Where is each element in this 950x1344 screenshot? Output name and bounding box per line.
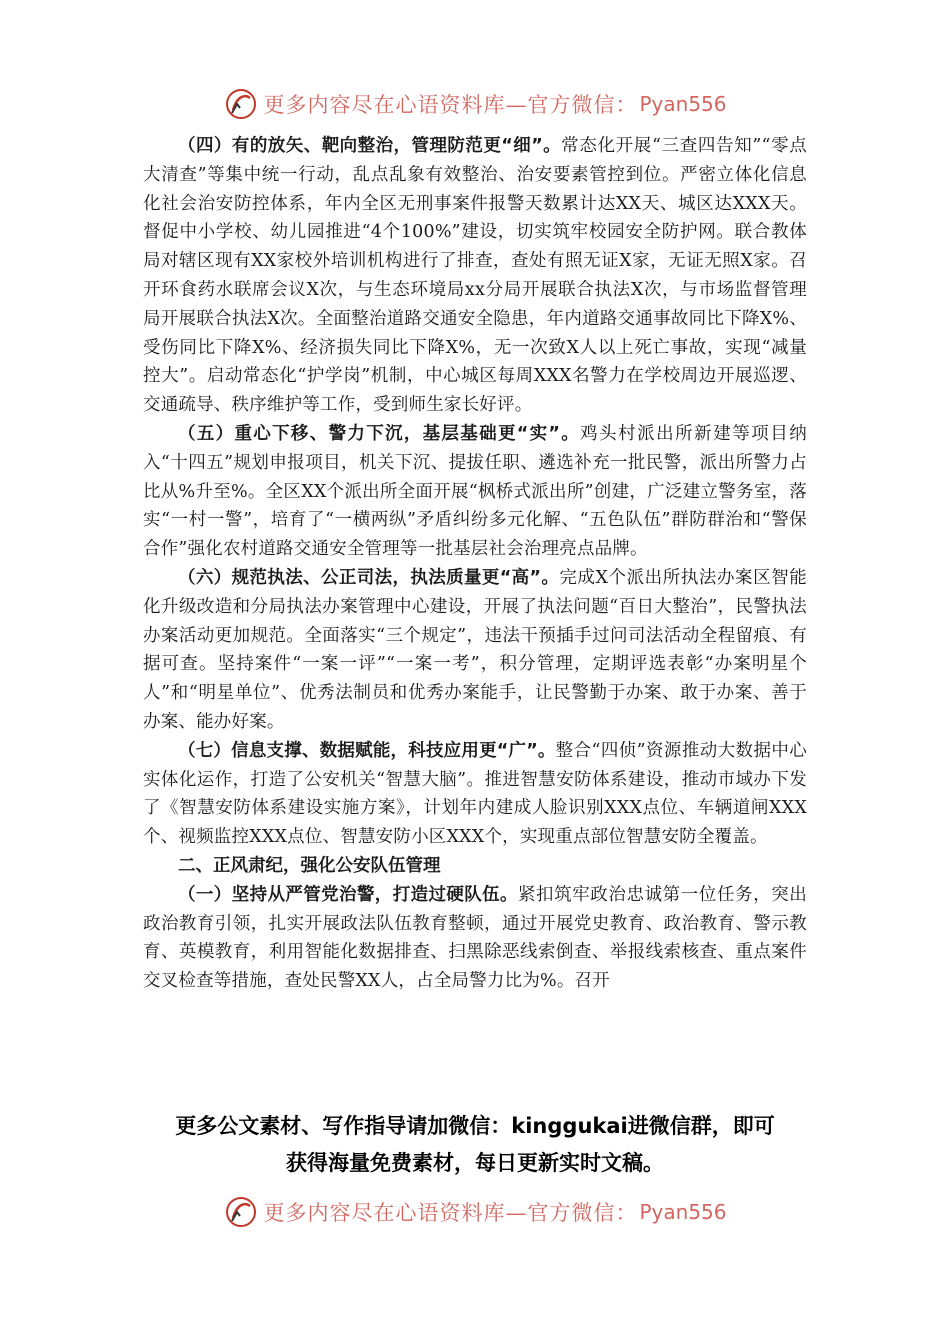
paragraph-section2-1 xyxy=(143,881,807,996)
logo-icon xyxy=(223,1194,259,1230)
paragraph-body: 完成X个派出所执法办案区智能化升级改造和分局执法办案管理中心建设，开展了执法问题“百日大整治”，民警执法办案活动更加规范。全面落实“三个规定”，违法干预插手过问司法活动全程留痕、有据可查。坚持案件“一案一评”“一案一考”，积分管理，定期评选表彰“办案明星个人”和“明星单位”、优秀法制员和优秀办案能手，让民警勤于办案、敢于办案、善于办案、能办好案。 xyxy=(143,567,807,732)
paragraph-body: 鸡头村派出所新建等项目纳入“十四五”规划申报项目，机关下沉、提拔任职、遴选补充一批民警，派出所警力占比从%升至%。全区XX个派出所全面开展“枫桥式派出所”创建，广泛建立警务室，落实“一村一警”，培育了“一横两纵”矛盾纠纷多元化解、“五色队伍”群防群治和“警保合作”强化农村道路交通安全管理等一批基层社会治理亮点品牌。 xyxy=(143,423,807,560)
section-heading: 二、正风肃纪，强化公安队伍管理 xyxy=(178,855,441,876)
paragraph-title: （一）坚持从严管党治警，打造过硬队伍。 xyxy=(178,884,518,905)
paragraph-body: 常态化开展“三查四告知”“零点大清查”等集中统一行动，乱点乱象有效整治、治安要素管控到位。严密立体化信息化社会治安防控体系，年内全区无刑事案件报警天数累计达XX天、城区达XXX天。督促中小学校、幼儿园推进“4个100%”建设，切实筑牢校园安全防护网。联合教体局对辖区现有XX家校外培训机构进行了排查，查处有照无证X家，无证无照X家。召开环食药水联席会议X次，与生态环境局xx分局开展联合执法X次，与市场监督管理局开展联合执法X次。全面整治道路交通安全隐患，年内道路交通事故同比下降X%、受伤同比下降X%、经济损失同比下降X%，无一次致X人以上死亡事故，实现“减量控大”。启动常态化“护学岗”机制，中心城区每周XXX名警力在学校周边开展巡逻、交通疏导、秩序维护等工作，受到师生家长好评。 xyxy=(143,136,807,416)
paragraph-4 xyxy=(143,132,807,420)
paragraph-title: （七）信息支撑、数据赋能，科技应用更“广”。 xyxy=(178,740,556,761)
paragraph-body: 整合“四侦”资源推动大数据中心实体化运作，打造了公安机关“智慧大脑”。推进智慧安防体系建设，推动市域办下发了《智慧安防体系建设实施方案》，计划年内建成人脸识别XXX点位、车辆道闸XXX个、视频监控XXX点位、智慧安防小区XXX个，实现重点部位智慧安防全覆盖。 xyxy=(143,740,807,848)
promo-line-1: 更多公文素材、写作指导请加微信：kinggukai进微信群，即可 xyxy=(175,1114,775,1138)
header-banner xyxy=(0,84,950,124)
paragraph-body: 紧扣筑牢政治忠诚第一位任务，突出政治教育引领，扎实开展政法队伍教育整顿，通过开展党史教育、政治教育、警示教育、英模教育，利用智能化数据排查、扫黑除恶线索倒查、举报线索核查、重点案件交叉检查等措施，查处民警XX人，占全局警力比为%。召开 xyxy=(143,884,808,992)
paragraph-title: （四）有的放矢、靶向整治，管理防范更“细”。 xyxy=(178,136,562,156)
logo-icon xyxy=(223,86,259,122)
document-body xyxy=(143,132,807,996)
banner-wechat-id: Pyan556 xyxy=(639,92,727,116)
paragraph-title: （六）规范执法、公正司法，执法质量更“高”。 xyxy=(178,567,560,588)
paragraph-title: （五）重心下移、警力下沉，基层基础更“实”。 xyxy=(178,423,581,444)
footer-banner xyxy=(0,1192,950,1232)
promo-line-2: 获得海量免费素材，每日更新实时文稿。 xyxy=(286,1151,664,1175)
banner-wechat-id: Pyan556 xyxy=(639,1200,727,1224)
banner-text: 更多内容尽在心语资料库—官方微信： xyxy=(263,1201,638,1225)
paragraph-6 xyxy=(143,564,807,737)
paragraph-7 xyxy=(143,737,807,852)
paragraph-5 xyxy=(143,420,807,564)
banner-text: 更多内容尽在心语资料库—官方微信： xyxy=(263,93,638,117)
